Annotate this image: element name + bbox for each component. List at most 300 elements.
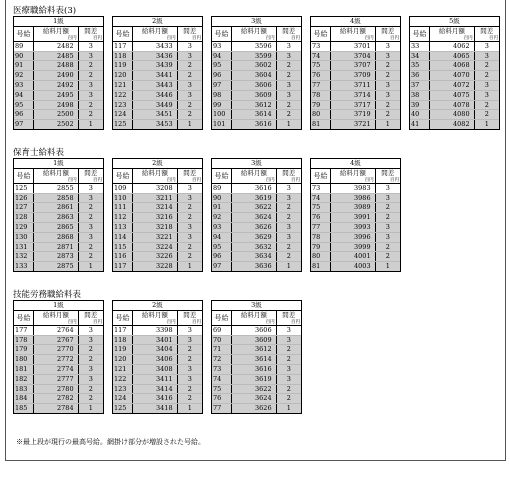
salary-cell: 3709 bbox=[331, 71, 376, 81]
interval-cell: 1 bbox=[375, 120, 400, 129]
grade-cell: 125 bbox=[113, 120, 133, 129]
grade-cell: 111 bbox=[113, 203, 133, 213]
interval-cell: 2 bbox=[177, 345, 202, 355]
table-row bbox=[113, 213, 202, 223]
interval-cell: 3 bbox=[177, 222, 202, 232]
interval-cell: 2 bbox=[375, 252, 400, 262]
interval-cell: 3 bbox=[276, 80, 301, 90]
interval-cell: 2 bbox=[78, 213, 103, 223]
interval-cell: 3 bbox=[375, 41, 400, 51]
interval-unit: 百円 bbox=[93, 35, 102, 41]
table-row bbox=[311, 213, 400, 223]
salary-table bbox=[211, 16, 302, 130]
salary-cell: 3414 bbox=[133, 384, 178, 394]
interval-unit: 百円 bbox=[291, 177, 300, 183]
interval-cell: 3 bbox=[177, 325, 202, 335]
grade-cell: 96 bbox=[212, 252, 232, 262]
table-row bbox=[113, 242, 202, 252]
interval-cell: 2 bbox=[78, 71, 103, 81]
grade-cell: 116 bbox=[113, 252, 133, 262]
table-row bbox=[311, 51, 400, 61]
salary-cell: 2780 bbox=[34, 384, 79, 394]
grade-cell: 118 bbox=[113, 335, 133, 345]
grade-cell: 113 bbox=[113, 222, 133, 232]
table-row bbox=[113, 90, 202, 100]
salary-cell: 3606 bbox=[232, 325, 277, 335]
table-row bbox=[14, 90, 103, 100]
table-row bbox=[113, 71, 202, 81]
salary-cell: 3439 bbox=[133, 61, 178, 71]
table-row bbox=[113, 262, 202, 271]
salary-cell: 3986 bbox=[331, 193, 376, 203]
salary-column-header: 給料月額 百円 bbox=[430, 27, 475, 42]
table-row bbox=[311, 80, 400, 90]
interval-cell: 1 bbox=[276, 262, 301, 271]
table-row bbox=[212, 404, 301, 413]
table-row bbox=[212, 110, 301, 120]
salary-cell: 3619 bbox=[232, 374, 277, 384]
table-row bbox=[113, 325, 202, 335]
salary-cell: 3616 bbox=[232, 183, 277, 193]
grade-cell: 91 bbox=[212, 203, 232, 213]
grade-cell: 131 bbox=[14, 242, 34, 252]
salary-cell: 2482 bbox=[34, 41, 79, 51]
salary-table bbox=[211, 158, 302, 272]
grade-level-header: 1級 bbox=[14, 301, 103, 311]
table-row bbox=[14, 345, 103, 355]
interval-cell: 2 bbox=[276, 100, 301, 110]
interval-cell: 2 bbox=[276, 252, 301, 262]
interval-cell: 2 bbox=[276, 345, 301, 355]
grade-cell: 121 bbox=[113, 80, 133, 90]
table-row bbox=[212, 193, 301, 203]
interval-cell: 3 bbox=[276, 51, 301, 61]
table-row bbox=[212, 183, 301, 193]
salary-cell: 2871 bbox=[34, 242, 79, 252]
salary-cell: 2784 bbox=[34, 404, 79, 413]
grade-level-header: 1級 bbox=[14, 17, 103, 27]
table-row bbox=[113, 120, 202, 129]
interval-cell: 2 bbox=[177, 71, 202, 81]
table-row bbox=[14, 384, 103, 394]
grade-cell: 119 bbox=[113, 345, 133, 355]
interval-cell: 3 bbox=[78, 90, 103, 100]
table-row bbox=[113, 345, 202, 355]
grade-cell: 127 bbox=[14, 203, 34, 213]
interval-cell: 3 bbox=[276, 232, 301, 242]
table-row bbox=[14, 193, 103, 203]
interval-cell: 3 bbox=[375, 232, 400, 242]
salary-table bbox=[112, 16, 203, 130]
interval-cell: 3 bbox=[276, 335, 301, 345]
grade-cell: 129 bbox=[14, 222, 34, 232]
salary-cell: 3629 bbox=[232, 232, 277, 242]
interval-cell: 2 bbox=[78, 61, 103, 71]
interval-cell: 3 bbox=[78, 51, 103, 61]
interval-cell: 3 bbox=[177, 232, 202, 242]
grade-cell: 125 bbox=[113, 404, 133, 413]
section-title: 保育士給料表 bbox=[13, 148, 65, 158]
salary-unit: 百円 bbox=[463, 35, 473, 41]
interval-cell: 2 bbox=[177, 110, 202, 120]
grade-cell: 76 bbox=[311, 213, 331, 223]
table-row bbox=[14, 51, 103, 61]
salary-cell: 3214 bbox=[133, 203, 178, 213]
grade-cell: 94 bbox=[212, 51, 232, 61]
table-row bbox=[311, 203, 400, 213]
interval-cell: 2 bbox=[177, 252, 202, 262]
salary-cell: 3211 bbox=[133, 193, 178, 203]
salary-cell: 4080 bbox=[430, 110, 475, 120]
salary-cell: 3418 bbox=[133, 404, 178, 413]
grade-cell: 122 bbox=[113, 90, 133, 100]
salary-cell: 3228 bbox=[133, 262, 178, 271]
salary-cell: 3714 bbox=[331, 90, 376, 100]
salary-table bbox=[310, 16, 401, 130]
salary-cell: 3989 bbox=[331, 203, 376, 213]
grade-cell: 117 bbox=[113, 325, 133, 335]
salary-cell: 2863 bbox=[34, 213, 79, 223]
salary-cell: 3453 bbox=[133, 120, 178, 129]
salary-column-header: 給料月額 百円 bbox=[133, 311, 178, 326]
section-title: 医療職給料表(3) bbox=[13, 6, 77, 16]
grade-cell: 115 bbox=[113, 242, 133, 252]
salary-cell: 3622 bbox=[232, 384, 277, 394]
table-row bbox=[212, 325, 301, 335]
grade-cell: 183 bbox=[14, 384, 34, 394]
table-row bbox=[212, 120, 301, 129]
grade-cell: 94 bbox=[14, 90, 34, 100]
grade-cell: 69 bbox=[212, 325, 232, 335]
interval-cell: 2 bbox=[78, 110, 103, 120]
table-row bbox=[212, 374, 301, 384]
salary-cell: 3398 bbox=[133, 325, 178, 335]
grade-column-header: 号給 bbox=[311, 169, 331, 184]
grade-cell: 118 bbox=[113, 51, 133, 61]
table-row bbox=[311, 110, 400, 120]
table-row bbox=[113, 203, 202, 213]
table-row bbox=[311, 100, 400, 110]
interval-unit: 百円 bbox=[390, 35, 399, 41]
salary-cell: 3599 bbox=[232, 51, 277, 61]
salary-cell: 3451 bbox=[133, 110, 178, 120]
salary-cell: 3401 bbox=[133, 335, 178, 345]
interval-cell: 3 bbox=[276, 222, 301, 232]
interval-cell: 3 bbox=[78, 183, 103, 193]
table-row bbox=[311, 183, 400, 193]
interval-cell: 3 bbox=[276, 364, 301, 374]
salary-cell: 2770 bbox=[34, 345, 79, 355]
table-row bbox=[113, 252, 202, 262]
interval-cell: 3 bbox=[474, 41, 499, 51]
interval-cell: 3 bbox=[78, 374, 103, 384]
grade-cell: 71 bbox=[212, 345, 232, 355]
grade-cell: 75 bbox=[311, 203, 331, 213]
interval-cell: 3 bbox=[474, 51, 499, 61]
salary-cell: 3612 bbox=[232, 100, 277, 110]
table-row bbox=[14, 262, 103, 271]
salary-cell: 3622 bbox=[232, 203, 277, 213]
table-row bbox=[311, 193, 400, 203]
interval-cell: 2 bbox=[177, 213, 202, 223]
interval-cell: 2 bbox=[375, 100, 400, 110]
interval-cell: 3 bbox=[276, 183, 301, 193]
salary-cell: 2498 bbox=[34, 100, 79, 110]
salary-cell: 2861 bbox=[34, 203, 79, 213]
table-row bbox=[410, 90, 499, 100]
grade-cell: 121 bbox=[113, 364, 133, 374]
salary-cell: 3609 bbox=[232, 90, 277, 100]
interval-column-header: 間差 百円 bbox=[276, 27, 301, 42]
salary-cell: 3619 bbox=[232, 193, 277, 203]
grade-cell: 109 bbox=[113, 183, 133, 193]
interval-column-header: 間差 百円 bbox=[474, 27, 499, 42]
table-row bbox=[212, 262, 301, 271]
table-row bbox=[113, 183, 202, 193]
table-row bbox=[14, 110, 103, 120]
table-row bbox=[212, 394, 301, 404]
interval-cell: 2 bbox=[276, 71, 301, 81]
table-row bbox=[410, 61, 499, 71]
table-row bbox=[212, 252, 301, 262]
interval-cell: 2 bbox=[78, 203, 103, 213]
salary-cell: 3991 bbox=[331, 213, 376, 223]
salary-column-header: 給料月額 百円 bbox=[34, 169, 79, 184]
salary-cell: 3441 bbox=[133, 71, 178, 81]
salary-table bbox=[112, 300, 203, 414]
interval-cell: 3 bbox=[78, 41, 103, 51]
interval-cell: 2 bbox=[78, 394, 103, 404]
interval-cell: 2 bbox=[177, 355, 202, 365]
grade-cell: 120 bbox=[113, 71, 133, 81]
salary-cell: 3604 bbox=[232, 71, 277, 81]
salary-cell: 3704 bbox=[331, 51, 376, 61]
salary-unit: 百円 bbox=[166, 35, 176, 41]
grade-level-header: 3級 bbox=[212, 159, 301, 169]
salary-column-header: 給料月額 百円 bbox=[34, 27, 79, 42]
interval-unit: 百円 bbox=[93, 177, 102, 183]
grade-cell: 70 bbox=[212, 335, 232, 345]
table-row bbox=[14, 374, 103, 384]
interval-cell: 3 bbox=[177, 41, 202, 51]
salary-cell: 2855 bbox=[34, 183, 79, 193]
table-row bbox=[14, 203, 103, 213]
salary-cell: 3624 bbox=[232, 394, 277, 404]
interval-cell: 2 bbox=[276, 110, 301, 120]
grade-cell: 34 bbox=[410, 51, 430, 61]
salary-cell: 3433 bbox=[133, 41, 178, 51]
interval-cell: 2 bbox=[78, 242, 103, 252]
interval-cell: 3 bbox=[78, 80, 103, 90]
interval-cell: 3 bbox=[375, 193, 400, 203]
table-row bbox=[212, 90, 301, 100]
salary-cell: 3596 bbox=[232, 41, 277, 51]
salary-column-header: 給料月額 百円 bbox=[34, 311, 79, 326]
interval-column-header: 間差 百円 bbox=[177, 27, 202, 42]
table-row bbox=[14, 222, 103, 232]
interval-cell: 2 bbox=[375, 242, 400, 252]
grade-cell: 97 bbox=[212, 80, 232, 90]
salary-cell: 3408 bbox=[133, 364, 178, 374]
table-row bbox=[410, 51, 499, 61]
interval-cell: 1 bbox=[375, 262, 400, 271]
interval-cell: 2 bbox=[78, 355, 103, 365]
table-row bbox=[212, 355, 301, 365]
interval-cell: 3 bbox=[276, 90, 301, 100]
grade-cell: 73 bbox=[212, 364, 232, 374]
interval-cell: 2 bbox=[177, 61, 202, 71]
interval-cell: 3 bbox=[78, 325, 103, 335]
grade-cell: 80 bbox=[311, 252, 331, 262]
interval-cell: 3 bbox=[78, 193, 103, 203]
grade-column-header: 号給 bbox=[14, 169, 34, 184]
grade-cell: 96 bbox=[14, 110, 34, 120]
salary-cell: 4062 bbox=[430, 41, 475, 51]
table-row bbox=[14, 355, 103, 365]
grade-cell: 79 bbox=[311, 100, 331, 110]
grade-column-header: 号給 bbox=[212, 169, 232, 184]
interval-cell: 3 bbox=[474, 80, 499, 90]
interval-cell: 2 bbox=[177, 384, 202, 394]
grade-level-header: 3級 bbox=[212, 17, 301, 27]
salary-cell: 2875 bbox=[34, 262, 79, 271]
salary-cell: 3602 bbox=[232, 61, 277, 71]
grade-cell: 93 bbox=[14, 80, 34, 90]
salary-column-header: 給料月額 百円 bbox=[331, 169, 376, 184]
interval-cell: 3 bbox=[375, 183, 400, 193]
salary-cell: 2764 bbox=[34, 325, 79, 335]
salary-cell: 3993 bbox=[331, 222, 376, 232]
interval-cell: 2 bbox=[474, 71, 499, 81]
salary-table bbox=[13, 16, 104, 130]
grade-cell: 72 bbox=[212, 355, 232, 365]
salary-cell: 4001 bbox=[331, 252, 376, 262]
salary-cell: 3612 bbox=[232, 345, 277, 355]
table-row bbox=[14, 71, 103, 81]
grade-cell: 97 bbox=[14, 120, 34, 129]
grade-cell: 114 bbox=[113, 232, 133, 242]
interval-column-header: 間差 百円 bbox=[78, 169, 103, 184]
grade-cell: 37 bbox=[410, 80, 430, 90]
grade-cell: 179 bbox=[14, 345, 34, 355]
interval-cell: 2 bbox=[276, 242, 301, 252]
table-row bbox=[410, 100, 499, 110]
interval-cell: 2 bbox=[78, 252, 103, 262]
salary-cell: 2767 bbox=[34, 335, 79, 345]
salary-unit: 百円 bbox=[265, 177, 275, 183]
grade-cell: 98 bbox=[212, 90, 232, 100]
grade-cell: 80 bbox=[311, 110, 331, 120]
interval-column-header: 間差 百円 bbox=[276, 311, 301, 326]
interval-unit: 百円 bbox=[291, 319, 300, 325]
table-row bbox=[14, 80, 103, 90]
grade-cell: 110 bbox=[113, 193, 133, 203]
table-row bbox=[113, 110, 202, 120]
grade-cell: 77 bbox=[311, 80, 331, 90]
grade-column-header: 号給 bbox=[410, 27, 430, 42]
interval-cell: 3 bbox=[177, 80, 202, 90]
table-row bbox=[113, 61, 202, 71]
grade-cell: 77 bbox=[212, 404, 232, 413]
table-row bbox=[113, 100, 202, 110]
salary-cell: 2782 bbox=[34, 394, 79, 404]
interval-column-header: 間差 百円 bbox=[78, 27, 103, 42]
interval-cell: 2 bbox=[177, 242, 202, 252]
grade-cell: 117 bbox=[113, 262, 133, 271]
table-row bbox=[212, 203, 301, 213]
table-row bbox=[311, 262, 400, 271]
table-row bbox=[113, 355, 202, 365]
interval-unit: 百円 bbox=[291, 35, 300, 41]
grade-cell: 112 bbox=[113, 213, 133, 223]
table-row bbox=[212, 364, 301, 374]
salary-cell: 2772 bbox=[34, 355, 79, 365]
grade-column-header: 号給 bbox=[212, 27, 232, 42]
salary-cell: 3224 bbox=[133, 242, 178, 252]
interval-unit: 百円 bbox=[192, 319, 201, 325]
grade-cell: 120 bbox=[113, 355, 133, 365]
salary-cell: 2488 bbox=[34, 61, 79, 71]
salary-table bbox=[112, 158, 203, 272]
salary-cell: 3711 bbox=[331, 80, 376, 90]
grade-cell: 96 bbox=[212, 71, 232, 81]
grade-cell: 81 bbox=[311, 262, 331, 271]
table-row bbox=[212, 41, 301, 51]
salary-cell: 2868 bbox=[34, 232, 79, 242]
table-row bbox=[212, 335, 301, 345]
salary-cell: 3218 bbox=[133, 222, 178, 232]
grade-cell: 100 bbox=[212, 110, 232, 120]
table-row bbox=[14, 404, 103, 413]
salary-cell: 3721 bbox=[331, 120, 376, 129]
table-row bbox=[311, 222, 400, 232]
interval-cell: 3 bbox=[177, 90, 202, 100]
interval-unit: 百円 bbox=[93, 319, 102, 325]
salary-cell: 4078 bbox=[430, 100, 475, 110]
salary-cell: 3449 bbox=[133, 100, 178, 110]
footer-note: ※最上段が現行の最高号給。網掛け部分が増設された号給。 bbox=[16, 438, 205, 446]
grade-cell: 101 bbox=[212, 120, 232, 129]
salary-cell: 2858 bbox=[34, 193, 79, 203]
table-row bbox=[14, 242, 103, 252]
table-row bbox=[410, 71, 499, 81]
table-row bbox=[212, 213, 301, 223]
salary-cell: 3221 bbox=[133, 232, 178, 242]
interval-cell: 2 bbox=[177, 394, 202, 404]
table-row bbox=[113, 80, 202, 90]
grade-cell: 123 bbox=[113, 100, 133, 110]
interval-unit: 百円 bbox=[192, 35, 201, 41]
interval-cell: 3 bbox=[375, 51, 400, 61]
interval-cell: 1 bbox=[177, 404, 202, 413]
table-row bbox=[212, 222, 301, 232]
grade-cell: 91 bbox=[14, 61, 34, 71]
salary-cell: 4068 bbox=[430, 61, 475, 71]
grade-cell: 33 bbox=[410, 41, 430, 51]
grade-column-header: 号給 bbox=[113, 27, 133, 42]
salary-column-header: 給料月額 百円 bbox=[232, 169, 277, 184]
table-row bbox=[410, 41, 499, 51]
salary-cell: 3707 bbox=[331, 61, 376, 71]
interval-column-header: 間差 百円 bbox=[375, 169, 400, 184]
grade-cell: 77 bbox=[311, 222, 331, 232]
salary-cell: 2500 bbox=[34, 110, 79, 120]
table-row bbox=[212, 345, 301, 355]
salary-cell: 3719 bbox=[331, 110, 376, 120]
grade-cell: 89 bbox=[14, 41, 34, 51]
table-row bbox=[212, 61, 301, 71]
table-row bbox=[113, 232, 202, 242]
